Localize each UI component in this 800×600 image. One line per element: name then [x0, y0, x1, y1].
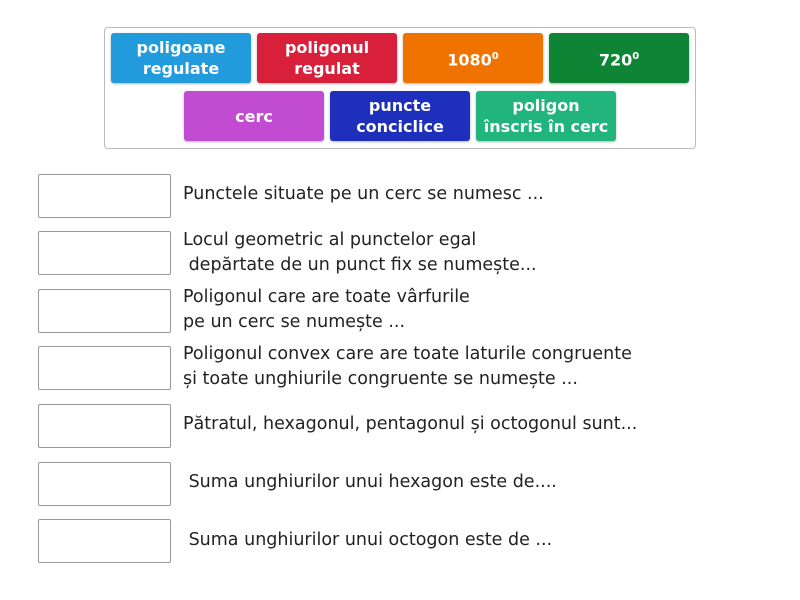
tile-label: poligon [512, 96, 580, 115]
question-5: Pătratul, hexagonul, pentagonul și octogonul sunt... [183, 414, 638, 434]
question-1: Punctele situate pe un cerc se numesc ... [183, 184, 544, 204]
tile-poligoane-regulate[interactable] [111, 33, 251, 83]
drop-box-6[interactable] [38, 462, 171, 506]
tile-cerc[interactable] [184, 91, 324, 141]
question-4: Poligonul convex care are toate laturile congruente și toate unghiurile congruente se numește ... [183, 344, 632, 389]
tile-poligon-inscris[interactable] [476, 91, 616, 141]
question-3: Poligonul care are toate vârfurile pe un cerc se numește ... [183, 287, 470, 332]
question-7: Suma unghiurilor unui octogon este de ... [183, 530, 553, 550]
tile-1080[interactable] [403, 33, 543, 83]
tile-label: puncte [368, 96, 432, 115]
tile-label: înscris în cerc [483, 117, 609, 136]
drop-box-7[interactable] [38, 519, 171, 563]
tile-label: 1080 [447, 50, 492, 70]
drop-box-5[interactable] [38, 404, 171, 448]
tile-label: poligonul [284, 38, 370, 57]
drop-box-3[interactable] [38, 289, 171, 333]
question-6: Suma unghiurilor unui hexagon este de.... [183, 472, 557, 492]
tile-label: cerc [235, 106, 273, 126]
drop-box-1[interactable] [38, 174, 171, 218]
tile-sup: 0 [491, 50, 499, 62]
tile-sup: 0 [632, 50, 640, 62]
tile-label: conciclice [356, 117, 444, 136]
tile-720[interactable] [549, 33, 689, 83]
tile-label: poligoane [136, 38, 226, 57]
question-2: Locul geometric al punctelor egal depărtate de un punct fix se numește... [183, 230, 537, 275]
tile-label: regulate [142, 59, 220, 78]
tile-puncte-conciclice[interactable] [330, 91, 470, 141]
tile-poligonul-regulat[interactable] [257, 33, 397, 83]
tile-label: 720 [598, 50, 633, 70]
tile-label: regulat [294, 59, 360, 78]
drop-box-2[interactable] [38, 231, 171, 275]
drop-box-4[interactable] [38, 346, 171, 390]
